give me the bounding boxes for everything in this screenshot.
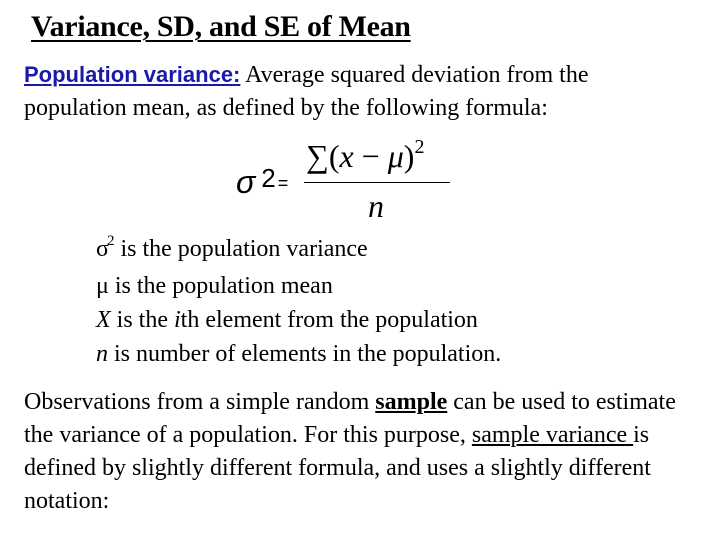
intro-text: Average squared deviation from the population mean, as defined by the following formula: xyxy=(24,62,589,121)
formula-x: x xyxy=(339,138,354,174)
formula-numerator xyxy=(306,138,424,175)
population-variance-term: Population variance: xyxy=(24,62,241,87)
closing-text-3: is defined by slightly different formula, and uses a slightly different notation: xyxy=(24,422,651,514)
formula-mu: μ xyxy=(387,138,404,174)
definition-italic-i: i xyxy=(174,307,181,333)
definition-text: is number of elements in the population. xyxy=(108,341,502,367)
definition-symbol: μ xyxy=(96,273,109,299)
definition-text: is the population variance xyxy=(114,236,368,262)
definition-sigma xyxy=(96,232,501,269)
closing-text-2: can be used to estimate the variance of a population. For this purpose, xyxy=(24,389,676,448)
formula-minus: − xyxy=(353,138,388,174)
formula-lhs xyxy=(236,164,288,201)
formula-lhs-exponent: 2 xyxy=(261,163,276,193)
definition-mu xyxy=(96,269,501,303)
slide-title: Variance, SD, and SE of Mean xyxy=(31,10,411,43)
definitions-list xyxy=(96,232,501,371)
definition-text: is the population mean xyxy=(108,273,333,299)
formula-denominator: n xyxy=(368,188,384,224)
population-variance-formula xyxy=(236,138,476,228)
formula-equals: = xyxy=(277,173,289,193)
formula-sum-symbol: ∑ xyxy=(306,138,329,174)
formula-sigma: σ xyxy=(236,164,256,200)
formula-num-exponent: 2 xyxy=(414,136,425,158)
formula-open-paren: ( xyxy=(328,138,340,174)
definition-superscript: 2 xyxy=(106,233,115,249)
definition-symbol: X xyxy=(96,307,111,333)
definition-symbol: σ xyxy=(96,236,109,262)
closing-paragraph xyxy=(24,386,699,518)
closing-text-1: Observations from a simple random xyxy=(24,389,376,415)
definition-n xyxy=(96,337,501,371)
sample-variance-term: sample variance xyxy=(471,422,634,448)
definition-symbol: n xyxy=(96,341,108,367)
intro-paragraph xyxy=(24,58,694,125)
formula-close-paren: ) xyxy=(403,138,415,174)
definition-text: is the xyxy=(110,307,174,333)
definition-text-rest: th element from the population xyxy=(180,307,478,333)
sample-term: sample xyxy=(375,389,448,415)
definition-x xyxy=(96,303,501,337)
formula-fraction-bar xyxy=(304,182,450,183)
